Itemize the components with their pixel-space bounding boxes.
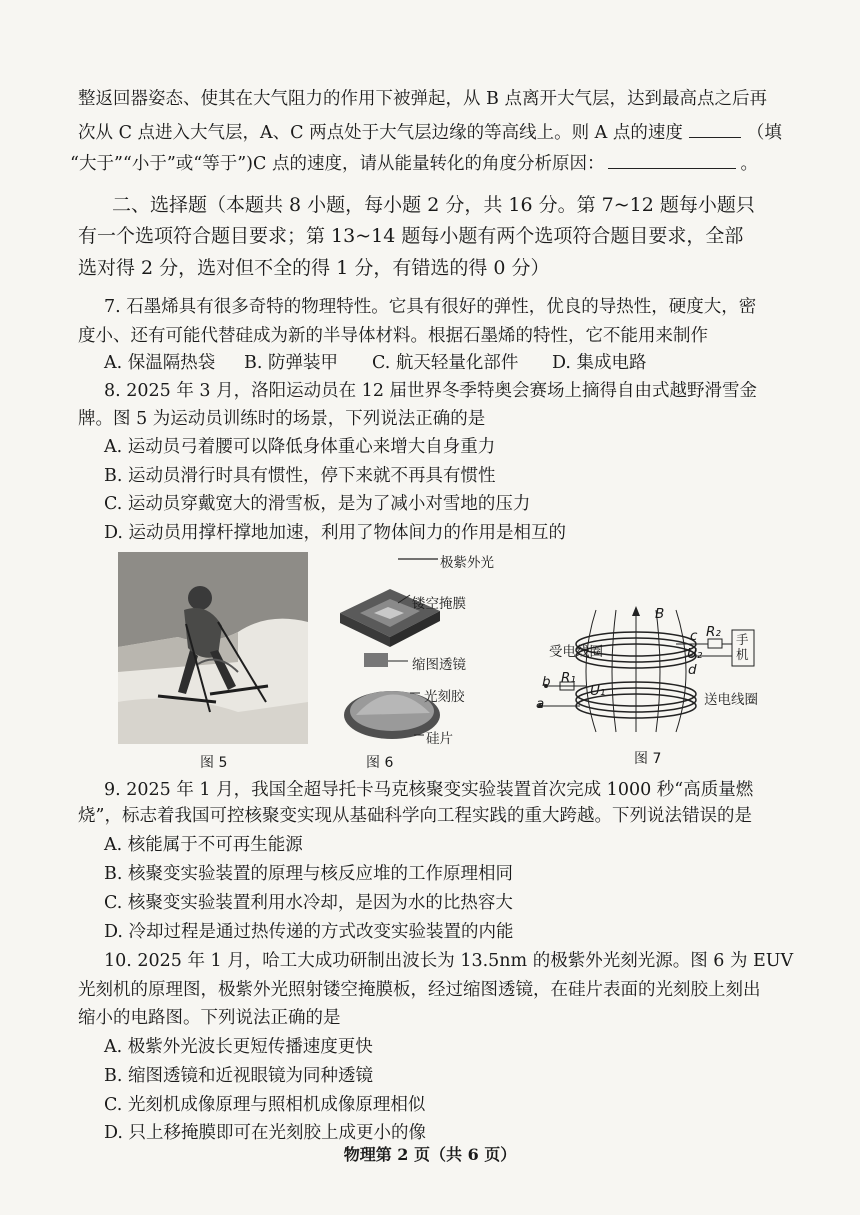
q10-option-b[interactable]: B. 缩图透镜和近视眼镜为同种透镜 (104, 1066, 373, 1086)
q6-blank-1[interactable] (689, 123, 741, 138)
section2-line-3: 选对得 2 分，选对但不全的得 1 分，有错选的得 0 分） (78, 257, 550, 279)
q9-option-b[interactable]: B. 核聚变实验装置的原理与核反应堆的工作原理相同 (104, 864, 513, 884)
q9-option-d[interactable]: D. 冷却过程是通过热传递的方式改变实验装置的内能 (104, 922, 514, 942)
q7-option-c[interactable]: C. 航天轻量化部件 (372, 353, 519, 373)
q7-line-2: 度小、还有可能代替硅成为新的半导体材料。根据石墨烯的特性，它不能用来制作 (78, 326, 708, 346)
fig6-wafer-label: 硅片 (426, 731, 453, 747)
figure-6-caption: 图 6 (366, 755, 394, 771)
q8-line-1: 8. 2025 年 3 月，洛阳运动员在 12 届世界冬季特奥会赛场上摘得自由式越野滑雪金 (104, 381, 758, 401)
section2-line-2: 有一个选项符合题目要求；第 13~14 题每小题有两个选项符合题目要求，全部 (78, 225, 744, 247)
fig7-c-label: c (690, 628, 698, 644)
q6-line-2 (78, 122, 782, 144)
q7-option-d[interactable]: D. 集成电路 (552, 353, 647, 373)
fig7-r1-label: R₁ (561, 670, 576, 686)
q8-option-a[interactable]: A. 运动员弓着腰可以降低身体重心来增大自身重力 (104, 437, 496, 457)
q6-blank-2[interactable] (608, 154, 736, 169)
q6-line-3 (70, 153, 758, 175)
fig6-euv-label: 极紫外光 (440, 555, 494, 571)
q10-line-2: 光刻机的原理图，极紫外光照射镂空掩膜板，经过缩图透镜，在硅片表面的光刻胶上刻出 (78, 980, 761, 1000)
figure-5-skier (118, 552, 308, 744)
fig7-receiver-coil-label: 受电线圈 (549, 644, 603, 660)
q10-option-c[interactable]: C. 光刻机成像原理与照相机成像原理相似 (104, 1095, 426, 1115)
q9-option-a[interactable]: A. 核能属于不可再生能源 (104, 835, 303, 855)
q8-option-c[interactable]: C. 运动员穿戴宽大的滑雪板，是为了减小对雪地的压力 (104, 494, 531, 514)
q6-line-3-tail: 。 (740, 154, 758, 174)
q6-line-2-tail: （填 (746, 123, 782, 143)
q7-option-b[interactable]: B. 防弹装甲 (244, 353, 338, 373)
fig7-a-terminal-label: a (536, 696, 545, 712)
q6-line-2-text: 次从 C 点进入大气层，A、C 两点处于大气层边缘的等高线上。则 A 点的速度 (78, 123, 683, 143)
q8-option-d[interactable]: D. 运动员用撑杆撑地加速，利用了物体间力的作用是相互的 (104, 523, 567, 543)
figure-7-caption: 图 7 (634, 751, 662, 767)
fig7-u1-label: U₁ (590, 683, 606, 699)
q10-line-1: 10. 2025 年 1 月，哈工大成功研制出波长为 13.5nm 的极紫外光刻光源。图 6 为 EUV (104, 951, 794, 971)
q7-option-a[interactable]: A. 保温隔热袋 (104, 353, 216, 373)
fig6-lens-label: 缩图透镜 (412, 657, 466, 673)
q6-line-1: 整返回器姿态、使其在大气阻力的作用下被弹起，从 B 点离开大气层，达到最高点之后再 (78, 89, 767, 109)
q6-line-3-text: “大于”“小于”或“等于”)C 点的速度，请从能量转化的角度分析原因： (70, 154, 605, 174)
q10-option-a[interactable]: A. 极紫外光波长更短传播速度更快 (104, 1037, 373, 1057)
q7-options (104, 352, 647, 374)
figure-6-euv-diagram (330, 555, 490, 750)
q8-option-b[interactable]: B. 运动员滑行时具有惯性，停下来就不再具有惯性 (104, 466, 496, 486)
fig7-b-field-label: B (655, 606, 665, 622)
fig6-mask-label: 镂空掩膜 (412, 596, 466, 612)
fig6-resist-label: 光刻胶 (424, 689, 465, 705)
section2-line-1: 二、选择题（本题共 8 小题，每小题 2 分，共 16 分。第 7~12 题每小题只 (112, 194, 755, 216)
fig7-d-label: d (688, 662, 697, 678)
fig7-sender-coil-label: 送电线圈 (704, 692, 758, 708)
fig7-b-terminal-label: b (542, 674, 551, 690)
q10-line-3: 缩小的电路图。下列说法正确的是 (78, 1008, 341, 1028)
q9-option-c[interactable]: C. 核聚变实验装置利用水冷却，是因为水的比热容大 (104, 893, 513, 913)
q9-line-1: 9. 2025 年 1 月，我国全超导托卡马克核聚变实验装置首次完成 1000 秒“高质量燃 (104, 780, 754, 800)
page-footer: 物理第 2 页（共 6 页） (343, 1145, 517, 1164)
q9-line-2: 烧”，标志着我国可控核聚变实现从基础科学向工程实践的重大跨越。下列说法错误的是 (78, 806, 752, 826)
q7-line-1: 7. 石墨烯具有很多奇特的物理特性。它具有很好的弹性，优良的导热性，硬度大，密 (104, 297, 757, 317)
fig7-u2-label: U₂ (687, 646, 703, 662)
fig7-r2-label: R₂ (706, 624, 721, 640)
q10-option-d[interactable]: D. 只上移掩膜即可在光刻胶上成更小的像 (104, 1123, 427, 1143)
q8-line-2: 牌。图 5 为运动员训练时的场景，下列说法正确的是 (78, 409, 486, 429)
figure-5-caption: 图 5 (200, 755, 228, 771)
fig7-phone-label: 手机 (736, 632, 749, 662)
